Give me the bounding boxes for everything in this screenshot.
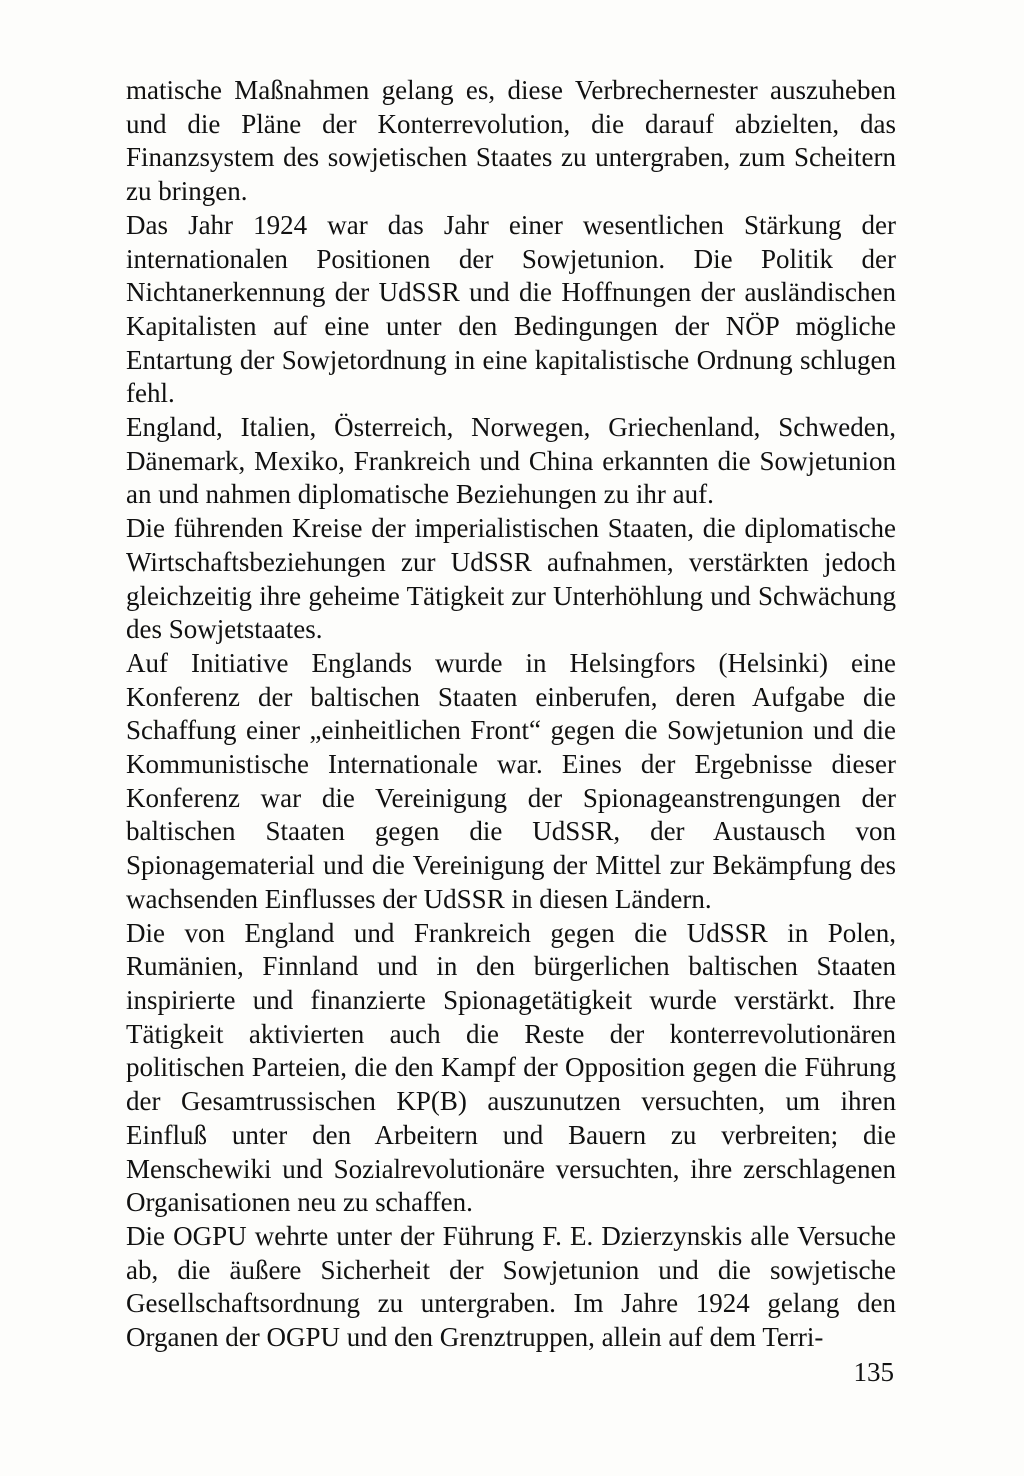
body-text [126,74,896,1355]
paragraph-3: England, Italien, Österreich, Norwegen, Griechenland, Schweden, Dänemark, Mexiko, Frankreich und China erkannten die Sowjetunion an und nahmen diplomatische Beziehungen zu ihr auf. [126,412,896,510]
paragraph-1: matische Maßnahmen gelang es, diese Verbrechernester auszuheben und die Pläne der Konterrevolution, die darauf abzielten, das Finanzsystem des sowjetischen Staates zu untergraben, zum Scheitern zu bringen. [126,75,896,207]
page-number: 135 [853,1357,894,1387]
paragraph-7: Die OGPU wehrte unter der Führung F. E. Dzierzynskis alle Versuche ab, die äußere Sicherheit der Sowjetunion und die sowjetische Gesellschaftsordnung zu untergraben. Im Jahre 1924 gelang den Organen der OGPU und den Grenztruppen, allein auf dem Terri- [126,1220,896,1353]
paragraph-5: Auf Initiative Englands wurde in Helsingfors (Helsinki) eine Konferenz der baltischen Staaten einberufen, deren Aufgabe die Schaffung einer „einheitlichen Front“ gegen die Sowjetunion und die Kommunistische Internationale war. Eines der Ergebnisse dieser Konferenz war die Vereinigung der Spionageanstrengungen der baltischen Staaten gegen die UdSSR, der Austausch von Spionagematerial und die Vereinigung der Mittel zur Bekämpfung des wachsenden Einflusses der UdSSR in diesen Ländern. [126,647,896,914]
paragraph-6: Die von England und Frankreich gegen die UdSSR in Polen, Rumänien, Finnland und in den bürgerlichen baltischen Staaten inspirierte und finanzierte Spionagetätigkeit wurde verstärkt. Ihre Tätigkeit aktivierten auch die Reste der konterrevolutionären politischen Parteien, die den Kampf der Opposition gegen die Führung der Gesamtrussischen KP(B) auszunutzen versuchten, um ihren Einfluß unter den Arbeitern und Bauern zu verbreiten; die Menschewiki und Sozialrevolutionäre versuchten, ihre zerschlagenen Organisationen neu zu schaffen. [126,917,896,1218]
paragraph-4: Die führenden Kreise der imperialistischen Staaten, die diplomatische Wirtschaftsbeziehungen zur UdSSR aufnahmen, verstärkten jedoch gleichzeitig ihre geheime Tätigkeit zur Unterhöhlung und Schwächung des Sowjetstaates. [126,513,896,645]
paragraph-2: Das Jahr 1924 war das Jahr einer wesentlichen Stärkung der internationalen Positionen der Sowjetunion. Die Politik der Nichtanerkennung der UdSSR und die Hoffnungen der ausländischen Kapitalisten auf eine unter den Bedingungen der NÖP mögliche Entartung der Sowjetordnung in eine kapitalistische Ordnung schlugen fehl. [126,209,896,409]
